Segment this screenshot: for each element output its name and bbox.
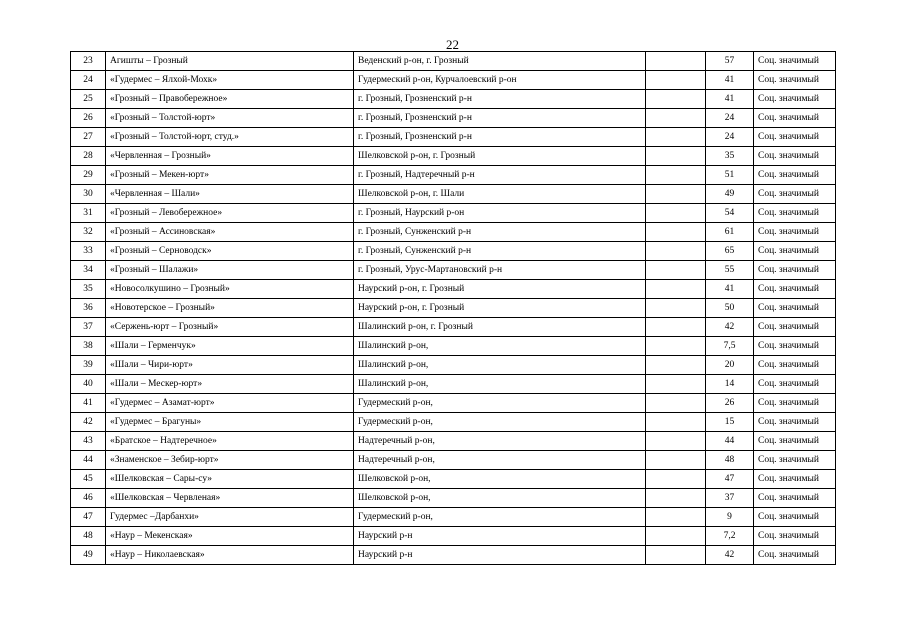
table-row bbox=[71, 128, 836, 147]
route-area-cell: Шалинский р-он, г. Грозный bbox=[354, 318, 646, 337]
route-status-cell: Соц. значимый bbox=[754, 546, 836, 565]
route-area-cell: Шалинский р-он, bbox=[354, 375, 646, 394]
table-row bbox=[71, 508, 836, 527]
route-status-cell: Соц. значимый bbox=[754, 90, 836, 109]
empty-cell bbox=[646, 166, 706, 185]
table-row bbox=[71, 185, 836, 204]
empty-cell bbox=[646, 375, 706, 394]
route-length-cell: 41 bbox=[706, 90, 754, 109]
route-area-cell: Надтеречный р-он, bbox=[354, 451, 646, 470]
table-row bbox=[71, 337, 836, 356]
route-number-cell: 49 bbox=[71, 546, 106, 565]
route-name-cell: Агишты – Грозный bbox=[106, 52, 354, 71]
empty-cell bbox=[646, 128, 706, 147]
route-name-cell: «Шелковская – Сары-су» bbox=[106, 470, 354, 489]
route-name-cell: «Гудермес – Ялхой-Мохк» bbox=[106, 71, 354, 90]
route-number-cell: 30 bbox=[71, 185, 106, 204]
route-area-cell: г. Грозный, Сунженский р-н bbox=[354, 242, 646, 261]
route-area-cell: Гудермеский р-он, bbox=[354, 413, 646, 432]
route-name-cell: «Грозный – Шалажи» bbox=[106, 261, 354, 280]
route-name-cell: «Наур – Мекенская» bbox=[106, 527, 354, 546]
route-number-cell: 27 bbox=[71, 128, 106, 147]
route-length-cell: 48 bbox=[706, 451, 754, 470]
table-row bbox=[71, 109, 836, 128]
table-row bbox=[71, 299, 836, 318]
route-length-cell: 14 bbox=[706, 375, 754, 394]
route-length-cell: 24 bbox=[706, 128, 754, 147]
route-number-cell: 28 bbox=[71, 147, 106, 166]
route-area-cell: г. Грозный, Грозненский р-н bbox=[354, 90, 646, 109]
empty-cell bbox=[646, 242, 706, 261]
route-status-cell: Соц. значимый bbox=[754, 375, 836, 394]
route-length-cell: 41 bbox=[706, 71, 754, 90]
empty-cell bbox=[646, 147, 706, 166]
route-status-cell: Соц. значимый bbox=[754, 451, 836, 470]
route-number-cell: 47 bbox=[71, 508, 106, 527]
route-status-cell: Соц. значимый bbox=[754, 223, 836, 242]
empty-cell bbox=[646, 470, 706, 489]
route-area-cell: Шелковской р-он, г. Грозный bbox=[354, 147, 646, 166]
route-area-cell: г. Грозный, Грозненский р-н bbox=[354, 109, 646, 128]
empty-cell bbox=[646, 52, 706, 71]
table-row bbox=[71, 204, 836, 223]
route-number-cell: 26 bbox=[71, 109, 106, 128]
table-row bbox=[71, 546, 836, 565]
route-length-cell: 35 bbox=[706, 147, 754, 166]
route-status-cell: Соц. значимый bbox=[754, 109, 836, 128]
route-status-cell: Соц. значимый bbox=[754, 166, 836, 185]
route-status-cell: Соц. значимый bbox=[754, 242, 836, 261]
route-area-cell: г. Грозный, Грозненский р-н bbox=[354, 128, 646, 147]
table-row bbox=[71, 413, 836, 432]
route-length-cell: 54 bbox=[706, 204, 754, 223]
table-row bbox=[71, 71, 836, 90]
route-name-cell: «Гудермес – Азамат-юрт» bbox=[106, 394, 354, 413]
route-number-cell: 42 bbox=[71, 413, 106, 432]
route-number-cell: 24 bbox=[71, 71, 106, 90]
empty-cell bbox=[646, 451, 706, 470]
route-number-cell: 33 bbox=[71, 242, 106, 261]
table-row bbox=[71, 261, 836, 280]
route-status-cell: Соц. значимый bbox=[754, 527, 836, 546]
route-name-cell: «Шали – Герменчук» bbox=[106, 337, 354, 356]
route-length-cell: 47 bbox=[706, 470, 754, 489]
route-name-cell: «Грозный – Серноводск» bbox=[106, 242, 354, 261]
route-length-cell: 42 bbox=[706, 546, 754, 565]
table-row bbox=[71, 527, 836, 546]
route-length-cell: 15 bbox=[706, 413, 754, 432]
route-length-cell: 55 bbox=[706, 261, 754, 280]
route-length-cell: 7,2 bbox=[706, 527, 754, 546]
table-row bbox=[71, 147, 836, 166]
route-length-cell: 49 bbox=[706, 185, 754, 204]
route-area-cell: Шалинский р-он, bbox=[354, 337, 646, 356]
table-row bbox=[71, 451, 836, 470]
route-status-cell: Соц. значимый bbox=[754, 299, 836, 318]
route-number-cell: 32 bbox=[71, 223, 106, 242]
route-area-cell: Наурский р-н bbox=[354, 546, 646, 565]
route-length-cell: 61 bbox=[706, 223, 754, 242]
route-area-cell: Веденский р-он, г. Грозный bbox=[354, 52, 646, 71]
route-number-cell: 48 bbox=[71, 527, 106, 546]
table-row bbox=[71, 432, 836, 451]
route-area-cell: г. Грозный, Надтеречный р-н bbox=[354, 166, 646, 185]
route-name-cell: «Грозный – Толстой-юрт, студ.» bbox=[106, 128, 354, 147]
route-number-cell: 43 bbox=[71, 432, 106, 451]
page-number: 22 bbox=[446, 37, 459, 52]
route-name-cell: «Новосолкушино – Грозный» bbox=[106, 280, 354, 299]
route-length-cell: 65 bbox=[706, 242, 754, 261]
route-name-cell: «Грозный – Правобережное» bbox=[106, 90, 354, 109]
route-number-cell: 34 bbox=[71, 261, 106, 280]
route-name-cell: «Новотерское – Грозный» bbox=[106, 299, 354, 318]
route-status-cell: Соц. значимый bbox=[754, 356, 836, 375]
table-row bbox=[71, 166, 836, 185]
route-length-cell: 41 bbox=[706, 280, 754, 299]
empty-cell bbox=[646, 261, 706, 280]
route-number-cell: 35 bbox=[71, 280, 106, 299]
route-length-cell: 7,5 bbox=[706, 337, 754, 356]
empty-cell bbox=[646, 413, 706, 432]
table-row bbox=[71, 375, 836, 394]
route-number-cell: 40 bbox=[71, 375, 106, 394]
route-number-cell: 41 bbox=[71, 394, 106, 413]
empty-cell bbox=[646, 90, 706, 109]
empty-cell bbox=[646, 109, 706, 128]
empty-cell bbox=[646, 185, 706, 204]
route-area-cell: Гудермеский р-он, Курчалоевский р-он bbox=[354, 71, 646, 90]
route-area-cell: Шелковской р-он, г. Шали bbox=[354, 185, 646, 204]
table-row bbox=[71, 318, 836, 337]
table-row bbox=[71, 394, 836, 413]
empty-cell bbox=[646, 489, 706, 508]
route-area-cell: г. Грозный, Урус-Мартановский р-н bbox=[354, 261, 646, 280]
route-area-cell: Шелковской р-он, bbox=[354, 489, 646, 508]
route-number-cell: 36 bbox=[71, 299, 106, 318]
route-name-cell: «Грозный – Ассиновская» bbox=[106, 223, 354, 242]
route-name-cell: «Грозный – Мекен-юрт» bbox=[106, 166, 354, 185]
route-status-cell: Соц. значимый bbox=[754, 489, 836, 508]
route-length-cell: 42 bbox=[706, 318, 754, 337]
route-number-cell: 31 bbox=[71, 204, 106, 223]
route-area-cell: Гудермеский р-он, bbox=[354, 508, 646, 527]
route-status-cell: Соц. значимый bbox=[754, 52, 836, 71]
route-number-cell: 38 bbox=[71, 337, 106, 356]
table-row bbox=[71, 223, 836, 242]
empty-cell bbox=[646, 546, 706, 565]
route-status-cell: Соц. значимый bbox=[754, 394, 836, 413]
route-length-cell: 9 bbox=[706, 508, 754, 527]
route-area-cell: Надтеречный р-он, bbox=[354, 432, 646, 451]
table-row bbox=[71, 470, 836, 489]
route-status-cell: Соц. значимый bbox=[754, 318, 836, 337]
route-number-cell: 45 bbox=[71, 470, 106, 489]
empty-cell bbox=[646, 527, 706, 546]
route-length-cell: 57 bbox=[706, 52, 754, 71]
routes-table bbox=[70, 51, 836, 565]
route-length-cell: 24 bbox=[706, 109, 754, 128]
route-length-cell: 37 bbox=[706, 489, 754, 508]
empty-cell bbox=[646, 337, 706, 356]
route-name-cell: «Грозный – Толстой-юрт» bbox=[106, 109, 354, 128]
route-status-cell: Соц. значимый bbox=[754, 261, 836, 280]
empty-cell bbox=[646, 394, 706, 413]
route-name-cell: «Червленная – Шали» bbox=[106, 185, 354, 204]
route-status-cell: Соц. значимый bbox=[754, 280, 836, 299]
route-number-cell: 46 bbox=[71, 489, 106, 508]
route-number-cell: 37 bbox=[71, 318, 106, 337]
route-area-cell: Наурский р-н bbox=[354, 527, 646, 546]
route-length-cell: 26 bbox=[706, 394, 754, 413]
table-row bbox=[71, 280, 836, 299]
route-area-cell: г. Грозный, Сунженский р-н bbox=[354, 223, 646, 242]
empty-cell bbox=[646, 432, 706, 451]
table-row bbox=[71, 90, 836, 109]
route-status-cell: Соц. значимый bbox=[754, 413, 836, 432]
empty-cell bbox=[646, 356, 706, 375]
empty-cell bbox=[646, 204, 706, 223]
route-name-cell: «Грозный – Левобережное» bbox=[106, 204, 354, 223]
route-status-cell: Соц. значимый bbox=[754, 337, 836, 356]
table-row bbox=[71, 242, 836, 261]
route-name-cell: «Знаменское – Зебир-юрт» bbox=[106, 451, 354, 470]
route-name-cell: «Червленная – Грозный» bbox=[106, 147, 354, 166]
route-area-cell: Шелковской р-он, bbox=[354, 470, 646, 489]
route-number-cell: 25 bbox=[71, 90, 106, 109]
table-row bbox=[71, 52, 836, 71]
route-number-cell: 44 bbox=[71, 451, 106, 470]
route-status-cell: Соц. значимый bbox=[754, 204, 836, 223]
route-name-cell: «Шали – Мескер-юрт» bbox=[106, 375, 354, 394]
route-status-cell: Соц. значимый bbox=[754, 128, 836, 147]
routes-table-body bbox=[71, 52, 836, 565]
table-row bbox=[71, 356, 836, 375]
route-status-cell: Соц. значимый bbox=[754, 508, 836, 527]
empty-cell bbox=[646, 318, 706, 337]
route-name-cell: «Шали – Чири-юрт» bbox=[106, 356, 354, 375]
route-name-cell: «Наур – Николаевская» bbox=[106, 546, 354, 565]
empty-cell bbox=[646, 299, 706, 318]
route-status-cell: Соц. значимый bbox=[754, 185, 836, 204]
route-area-cell: г. Грозный, Наурский р-он bbox=[354, 204, 646, 223]
route-number-cell: 39 bbox=[71, 356, 106, 375]
table-row bbox=[71, 489, 836, 508]
route-name-cell: «Братское – Надтеречное» bbox=[106, 432, 354, 451]
route-number-cell: 23 bbox=[71, 52, 106, 71]
route-area-cell: Наурский р-он, г. Грозный bbox=[354, 280, 646, 299]
route-length-cell: 20 bbox=[706, 356, 754, 375]
route-length-cell: 50 bbox=[706, 299, 754, 318]
route-name-cell: Гудермес –Дарбанхи» bbox=[106, 508, 354, 527]
route-name-cell: «Шелковская – Червленая» bbox=[106, 489, 354, 508]
route-status-cell: Соц. значимый bbox=[754, 432, 836, 451]
route-length-cell: 44 bbox=[706, 432, 754, 451]
route-status-cell: Соц. значимый bbox=[754, 71, 836, 90]
route-length-cell: 51 bbox=[706, 166, 754, 185]
route-area-cell: Гудермеский р-он, bbox=[354, 394, 646, 413]
empty-cell bbox=[646, 508, 706, 527]
empty-cell bbox=[646, 71, 706, 90]
empty-cell bbox=[646, 280, 706, 299]
empty-cell bbox=[646, 223, 706, 242]
route-status-cell: Соц. значимый bbox=[754, 147, 836, 166]
route-name-cell: «Сержень-юрт – Грозный» bbox=[106, 318, 354, 337]
route-area-cell: Шалинский р-он, bbox=[354, 356, 646, 375]
route-area-cell: Наурский р-он, г. Грозный bbox=[354, 299, 646, 318]
route-name-cell: «Гудермес – Брагуны» bbox=[106, 413, 354, 432]
route-status-cell: Соц. значимый bbox=[754, 470, 836, 489]
route-number-cell: 29 bbox=[71, 166, 106, 185]
